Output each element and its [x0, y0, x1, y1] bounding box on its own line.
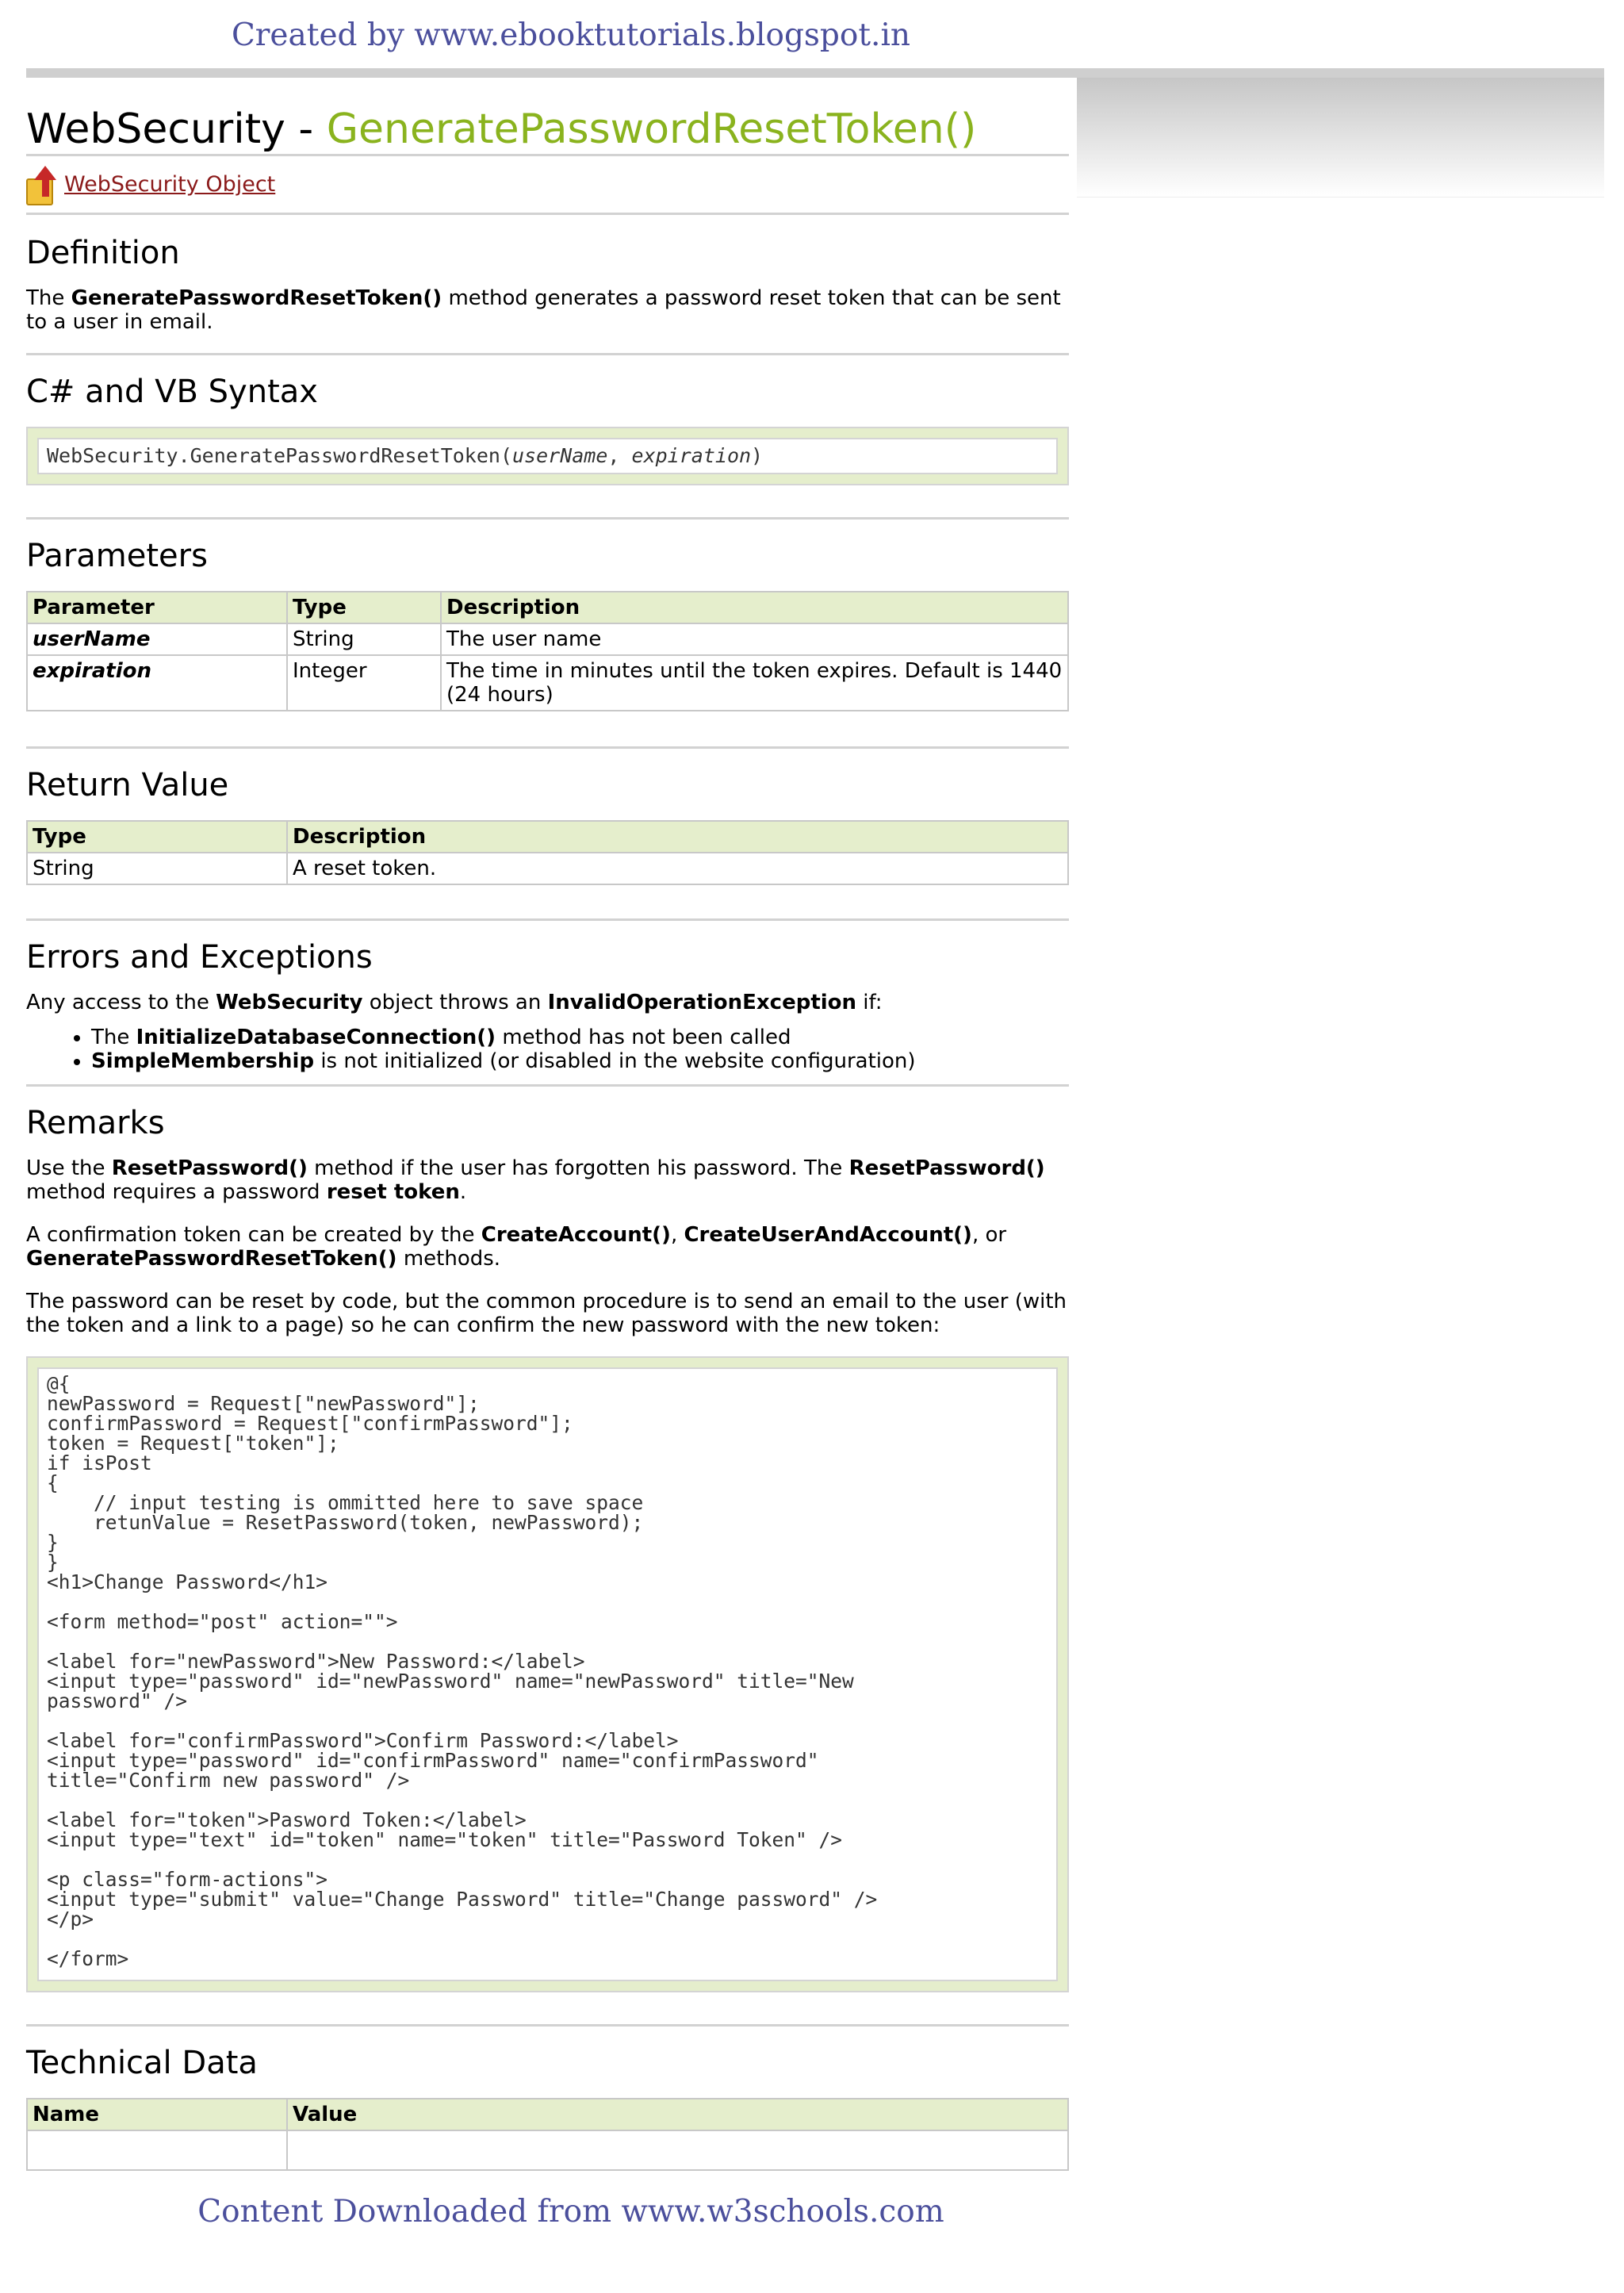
table-cell: String — [287, 623, 441, 655]
table-row — [27, 623, 1068, 655]
column-header: Type — [27, 821, 287, 853]
remarks-paragraph: The password can be reset by code, but the common procedure is to send an email to the user (with the token and a link to a page) so he can confirm the new password with the new token: — [26, 1290, 1067, 1337]
code-example: @{ newPassword = Request["newPassword"]; confirmPassword = Request["confirmPassword"]; token = Request["token"]; if isPost { // input testing is ommitted here to save space retunValue = ResetPassword(token, newPassword); } } <h1>Change Password</h1> <form method="post" action=""> <label for="newPassword">New Password:</label> <input type="password" id="newPassword" name="newPassword" title="New password" /> <label for="confirmPassword">Confirm Password:</label> <input type="password" id="confirmPassword" name="confirmPassword" title="Confirm new password" /> <label for="token">Pasword Token:</label> <input type="text" id="token" name="token" title="Password Token" /> <p class="form-actions"> <input type="submit" value="Change Password" title="Change password" /> </p> </form> — [37, 1367, 1058, 1981]
header-gradient — [1077, 78, 1604, 197]
remarks-section — [26, 1087, 1069, 1992]
return-value-table — [26, 820, 1069, 885]
syntax-heading: C# and VB Syntax — [26, 374, 318, 410]
title-object: WebSecurity - — [26, 105, 327, 153]
table-cell: userName — [27, 623, 287, 655]
column-header: Description — [441, 592, 1068, 623]
bottom-banner: Content Downloaded from www.w3schools.com — [197, 2194, 944, 2230]
definition-text: The GeneratePasswordResetToken() method generates a password reset token that can be sent to a user in email. — [26, 286, 1061, 334]
remarks-heading: Remarks — [26, 1105, 165, 1141]
errors-heading: Errors and Exceptions — [26, 939, 373, 976]
column-header: Name — [27, 2099, 287, 2130]
column-header: Type — [287, 592, 441, 623]
technical-data-table — [26, 2098, 1069, 2171]
up-folder-icon — [26, 166, 59, 204]
parameters-table — [26, 591, 1069, 711]
header-bar — [26, 68, 1604, 78]
list-item: • SimpleMembership is not initialized (or disabled in the website configuration) — [91, 1049, 1069, 1073]
return-value-heading: Return Value — [26, 767, 229, 803]
table-cell: The time in minutes until the token expires. Default is 1440 (24 hours) — [441, 655, 1068, 711]
table-row — [27, 853, 1068, 884]
table-row — [27, 655, 1068, 711]
table-cell — [27, 2130, 287, 2170]
errors-intro: Any access to the WebSecurity object throws an InvalidOperationException if: — [26, 991, 883, 1014]
technical-data-heading: Technical Data — [26, 2045, 258, 2081]
table-header-row — [27, 592, 1068, 623]
column-header: Parameter — [27, 592, 287, 623]
table-cell — [287, 2130, 1068, 2170]
syntax-section — [26, 355, 1069, 485]
page-title — [26, 78, 1069, 154]
backlink[interactable] — [26, 156, 1069, 213]
errors-section — [26, 921, 1069, 1073]
table-cell: A reset token. — [287, 853, 1068, 884]
table-cell: expiration — [27, 655, 287, 711]
table-cell: The user name — [441, 623, 1068, 655]
definition-section — [26, 215, 1069, 334]
code-example-box — [26, 1356, 1069, 1992]
title-method: GeneratePasswordResetToken() — [326, 105, 977, 153]
column-header: Value — [287, 2099, 1068, 2130]
list-item: • The InitializeDatabaseConnection() method has not been called — [91, 1026, 1069, 1049]
main-content — [26, 78, 1069, 2171]
table-cell: String — [27, 853, 287, 884]
column-header: Description — [287, 821, 1068, 853]
parameters-section — [26, 520, 1069, 711]
return-value-section — [26, 749, 1069, 885]
syntax-box — [26, 427, 1069, 485]
errors-list — [26, 1026, 1069, 1073]
technical-data-section — [26, 2027, 1069, 2171]
definition-heading: Definition — [26, 235, 180, 271]
remarks-paragraph: A confirmation token can be created by the CreateAccount(), CreateUserAndAccount(), or GeneratePasswordResetToken() methods. — [26, 1223, 1007, 1271]
syntax-code: WebSecurity.GeneratePasswordResetToken(userName, expiration) — [37, 438, 1058, 474]
top-banner: Created by www.ebooktutorials.blogspot.in — [231, 17, 911, 53]
remarks-paragraph: Use the ResetPassword() method if the user has forgotten his password. The ResetPassword() method requires a password reset token. — [26, 1156, 1045, 1204]
parameters-heading: Parameters — [26, 538, 208, 574]
table-header-row — [27, 2099, 1068, 2130]
table-header-row — [27, 821, 1068, 853]
table-cell: Integer — [287, 655, 441, 711]
table-row — [27, 2130, 1068, 2170]
websecurity-object-link[interactable]: WebSecurity Object — [64, 172, 276, 197]
